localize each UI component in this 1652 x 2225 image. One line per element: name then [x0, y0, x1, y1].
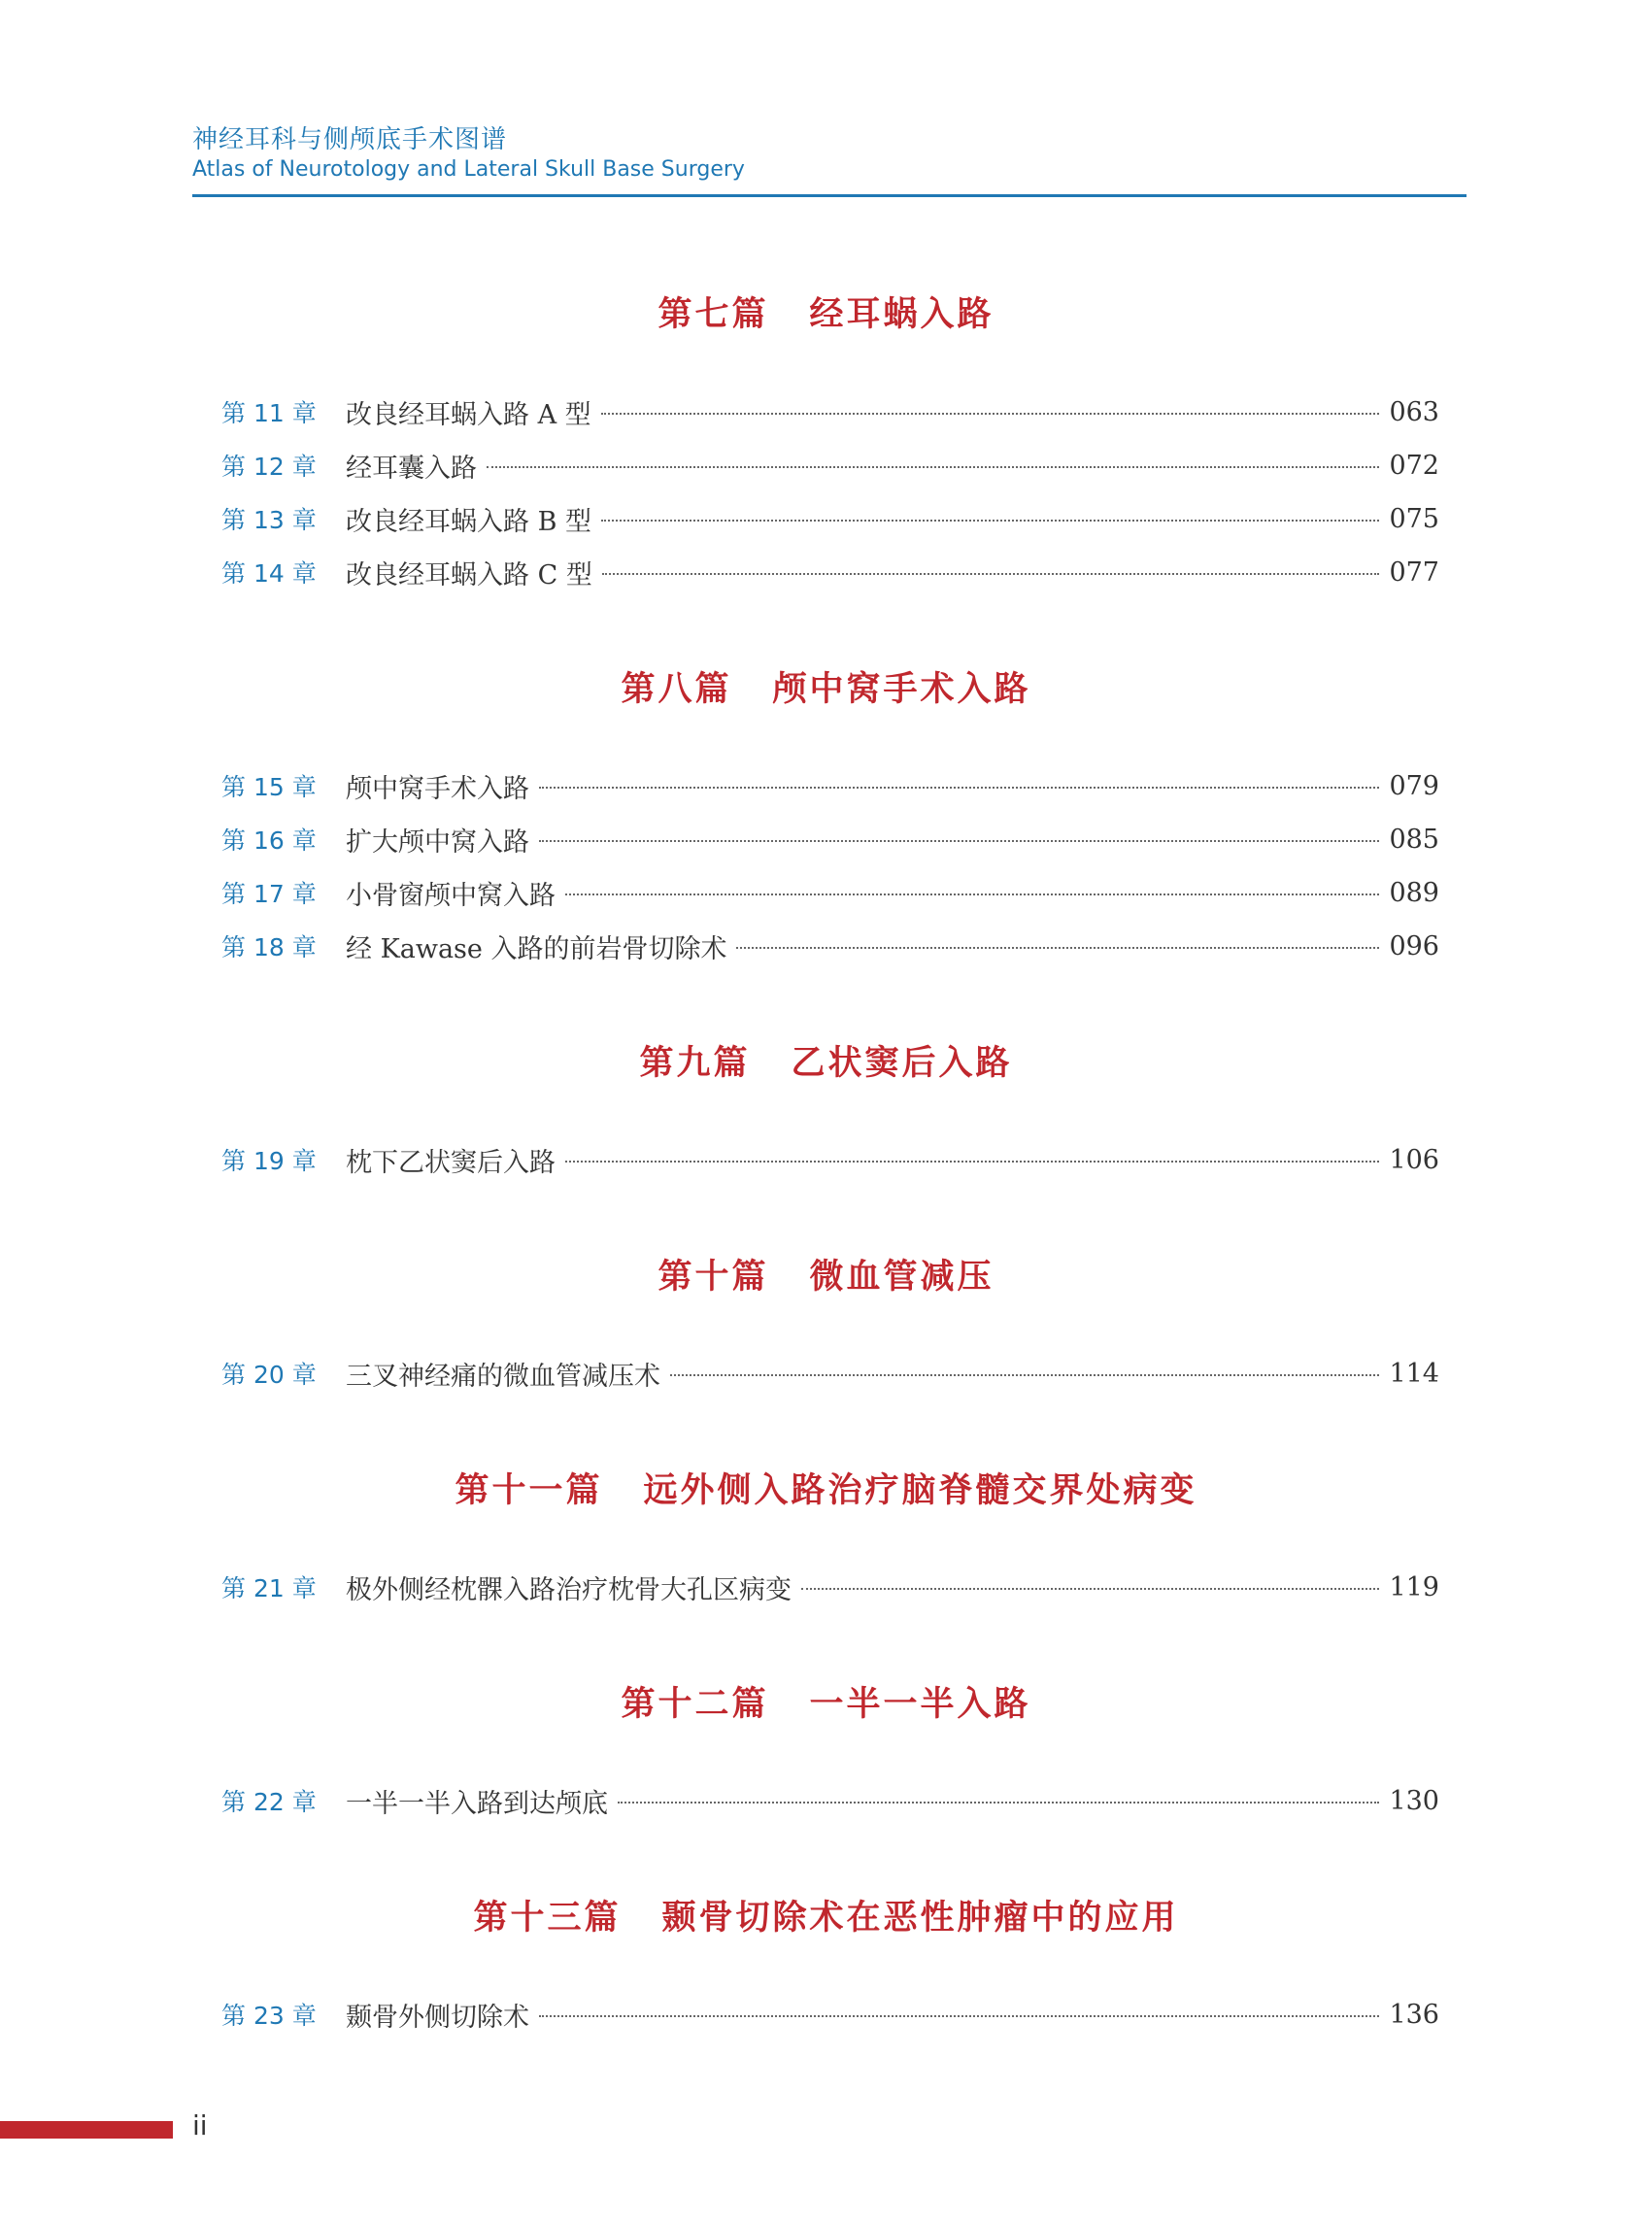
chapter-title: 改良经耳蜗入路 A 型: [346, 399, 591, 430]
toc-entry-ch12[interactable]: [221, 446, 1439, 485]
dot-leader: [487, 466, 1379, 468]
dot-leader: [539, 840, 1379, 842]
page-number: 119: [1389, 1571, 1439, 1602]
page-number: 072: [1389, 450, 1439, 481]
dot-leader: [670, 1374, 1379, 1376]
chapter-number: 第 14 章: [221, 559, 317, 588]
part-label: 第十一篇: [455, 1470, 603, 1510]
dot-leader: [565, 1161, 1379, 1163]
toc-entry-ch14[interactable]: [221, 553, 1439, 591]
chapter-title: 经耳囊入路: [346, 453, 477, 484]
chapter-number: 第 21 章: [221, 1574, 317, 1602]
chapter-number: 第 23 章: [221, 2002, 317, 2030]
page-number: 136: [1389, 1999, 1439, 2030]
chapter-number: 第 22 章: [221, 1788, 317, 1816]
part-name: 颞骨切除术在恶性肿瘤中的应用: [661, 1898, 1179, 1938]
chapter-title: 小骨窗颅中窝入路: [346, 880, 556, 911]
part-label: 第九篇: [639, 1043, 751, 1083]
book-title-en: Atlas of Neurotology and Lateral Skull Base Surgery: [192, 157, 745, 182]
chapter-title: 颞骨外侧切除术: [346, 2002, 529, 2033]
part-title-11: [0, 1464, 1652, 1512]
chapter-number: 第 11 章: [221, 399, 317, 427]
dot-leader: [565, 893, 1379, 895]
chapter-number: 第 19 章: [221, 1147, 317, 1175]
page-number: 096: [1389, 930, 1439, 961]
part-name: 颅中窝手术入路: [772, 669, 1031, 709]
part-title-12: [0, 1677, 1652, 1726]
chapter-title: 三叉神经痛的微血管减压术: [346, 1361, 660, 1392]
page-number: 075: [1389, 503, 1439, 534]
part-name: 乙状窦后入路: [791, 1043, 1013, 1083]
chapter-number: 第 13 章: [221, 506, 317, 534]
dot-leader: [736, 947, 1379, 949]
part-label: 第八篇: [621, 669, 732, 709]
chapter-title: 枕下乙状窦后入路: [346, 1147, 556, 1178]
header-divider: [192, 194, 1467, 197]
chapter-number: 第 18 章: [221, 933, 317, 961]
footer-accent-bar: [0, 2121, 173, 2139]
page-number: 077: [1389, 556, 1439, 588]
dot-leader: [539, 787, 1379, 789]
dot-leader: [601, 413, 1380, 415]
toc-entry-ch18[interactable]: [221, 927, 1439, 965]
dot-leader: [801, 1588, 1379, 1590]
part-title-13: [0, 1891, 1652, 1939]
toc-entry-ch22[interactable]: [221, 1781, 1439, 1820]
chapter-title: 颅中窝手术入路: [346, 773, 529, 804]
dot-leader: [618, 1802, 1379, 1804]
chapter-title: 改良经耳蜗入路 B 型: [346, 506, 592, 537]
page-number: 085: [1389, 824, 1439, 855]
chapter-number: 第 16 章: [221, 826, 317, 855]
page-number: 106: [1389, 1144, 1439, 1175]
part-title-7: [0, 287, 1652, 336]
toc-entry-ch15[interactable]: [221, 766, 1439, 805]
part-name: 微血管减压: [809, 1257, 995, 1297]
part-title-8: [0, 662, 1652, 711]
page-number: 130: [1389, 1785, 1439, 1816]
toc-entry-ch23[interactable]: [221, 1995, 1439, 2034]
chapter-title: 一半一半入路到达颅底: [346, 1788, 608, 1819]
dot-leader: [601, 520, 1379, 522]
book-title-zh: 神经耳科与侧颅底手术图谱: [192, 125, 508, 154]
page-number: 089: [1389, 877, 1439, 908]
dot-leader: [602, 573, 1380, 575]
part-name: 远外侧入路治疗脑脊髓交界处病变: [643, 1470, 1197, 1510]
chapter-title: 扩大颅中窝入路: [346, 826, 529, 858]
page-number: 079: [1389, 770, 1439, 801]
part-name: 经耳蜗入路: [809, 294, 995, 334]
chapter-title: 改良经耳蜗入路 C 型: [346, 559, 592, 590]
part-title-9: [0, 1036, 1652, 1085]
toc-entry-ch17[interactable]: [221, 873, 1439, 912]
page-number: 063: [1389, 396, 1439, 427]
chapter-number: 第 20 章: [221, 1361, 317, 1389]
part-label: 第七篇: [657, 294, 769, 334]
part-label: 第十篇: [657, 1257, 769, 1297]
chapter-number: 第 15 章: [221, 773, 317, 801]
chapter-title: 经 Kawase 入路的前岩骨切除术: [346, 933, 727, 964]
toc-entry-ch13[interactable]: [221, 499, 1439, 538]
running-header: [192, 124, 1465, 185]
part-label: 第十二篇: [621, 1684, 769, 1724]
toc-entry-ch11[interactable]: [221, 392, 1439, 431]
chapter-number: 第 17 章: [221, 880, 317, 908]
part-label: 第十三篇: [473, 1898, 622, 1938]
chapter-number: 第 12 章: [221, 453, 317, 481]
part-name: 一半一半入路: [809, 1684, 1031, 1724]
toc-entry-ch16[interactable]: [221, 820, 1439, 859]
chapter-title: 极外侧经枕髁入路治疗枕骨大孔区病变: [346, 1574, 792, 1605]
part-title-10: [0, 1250, 1652, 1298]
folio: ii: [192, 2109, 208, 2141]
page-number: 114: [1389, 1358, 1439, 1389]
toc-entry-ch19[interactable]: [221, 1140, 1439, 1179]
toc-entry-ch21[interactable]: [221, 1568, 1439, 1606]
dot-leader: [539, 2015, 1379, 2017]
toc-entry-ch20[interactable]: [221, 1354, 1439, 1393]
